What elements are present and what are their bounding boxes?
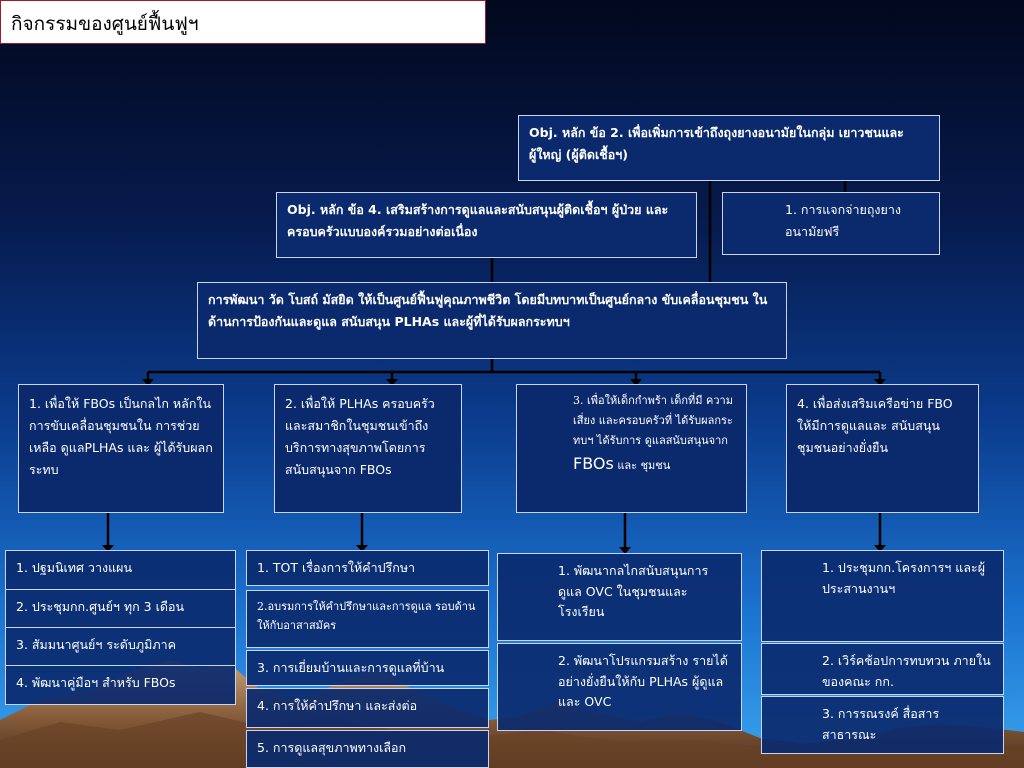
col1-item-2: 2. ประชุมกก.ศูนย์ฯ ทุก 3 เดือน bbox=[5, 589, 236, 628]
col2-item-3: 3. การเยี่ยมบ้านและการดูแลที่บ้าน bbox=[246, 650, 489, 686]
col2-item-4: 4. การให้คำปรึกษา และส่งต่อ bbox=[246, 688, 489, 728]
col1-item-4: 4. พัฒนาคู่มือฯ สำหรับ FBOs bbox=[5, 665, 236, 705]
objective-2-box: Obj. หลัก ข้อ 2. เพื่อเพิ่มการเข้าถึงถุงยางอนามัยในกลุ่ม เยาวชนและผู้ใหญ่ (ผู้ติดเชื้อฯ) bbox=[518, 115, 940, 181]
center-strategy-box: การพัฒนา วัด โบสถ์ มัสยิด ให้เป็นศูนย์ฟื้นฟูคุณภาพชีวิต โดยมีบทบาทเป็นศูนย์กลาง ขับเคลื่อนชุมชน ในด้านการป้องกันและดูแล สนับสนุน PLHAs และผู้ที่ได้รับผลกระทบฯ bbox=[197, 282, 787, 359]
condom-distribution-box: 1. การแจกจ่ายถุงยาง อนามัยฟรี bbox=[722, 192, 940, 255]
col4-item-3: 3. การรณรงค์ สื่อสาร สาธารณะ bbox=[761, 696, 1004, 754]
goal-2-box: 2. เพื่อให้ PLHAs ครอบครัว และสมาชิกในชุมชนเข้าถึง บริการทางสุขภาพโดยการ สนับสนุนจาก FBOs bbox=[274, 384, 462, 513]
goal-3-box bbox=[516, 384, 747, 513]
goal-1-box: 1. เพื่อให้ FBOs เป็นกลไก หลักในการขับเคลื่อนชุมชนใน การช่วยเหลือ ดูแลPLHAs และ ผู้ได้รับผลกระทบ bbox=[18, 384, 224, 513]
col2-item-5: 5. การดูแลสุขภาพทางเลือก bbox=[246, 730, 489, 768]
col2-item-2: 2.อบรมการให้คำปรึกษาและการดูแล รอบด้านให้กับอาสาสมัคร bbox=[246, 590, 489, 648]
col4-item-1: 1. ประชุมกก.โครงการฯ และผู้ประสานงานฯ bbox=[761, 550, 1004, 642]
goal-3-tail: และ ชุมชน bbox=[617, 459, 671, 473]
col2-item-1: 1. TOT เรื่องการให้คำปรึกษา bbox=[246, 550, 489, 586]
objective-4-box: Obj. หลัก ข้อ 4. เสริมสร้างการดูแลและสนับสนุนผู้ติดเชื้อฯ ผู้ป่วย และ ครอบครัวแบบองค์รวมอย่างต่อเนื่อง bbox=[276, 192, 697, 258]
col4-item-2: 2. เวิร์คช้อปการทบทวน ภายในของคณะ กก. bbox=[761, 643, 1004, 695]
goal-3-text: 3. เพื่อให้เด็กกำพร้า เด็กที่มี ความเสี่ยง และครอบครัวที่ ได้รับผลกระทบฯ ได้รับการ ดูแลสนับสนุนจาก bbox=[573, 394, 733, 447]
slide-title: กิจกรรมของศูนย์ฟื้นฟูฯ bbox=[0, 0, 486, 44]
col3-item-2: 2. พัฒนาโปรแกรมสร้าง รายได้อย่างยั่งยืนให้กับ PLHAs ผู้ดูแล และ OVC bbox=[497, 643, 742, 731]
col1-item-3: 3. สัมมนาศูนย์ฯ ระดับภูมิภาค bbox=[5, 627, 236, 666]
goal-3-fbos: FBOs bbox=[573, 454, 614, 474]
goal-4-box: 4. เพื่อส่งเสริมเครือข่าย FBO ให้มีการดูแลและ สนับสนุนชุมชนอย่างยั่งยืน bbox=[786, 384, 979, 513]
col3-item-1: 1. พัฒนากลไกสนับสนุนการ ดูแล OVC ในชุมชนและ โรงเรียน bbox=[497, 553, 742, 641]
col1-item-1: 1. ปฐมนิเทศ วางแผน bbox=[5, 550, 236, 590]
